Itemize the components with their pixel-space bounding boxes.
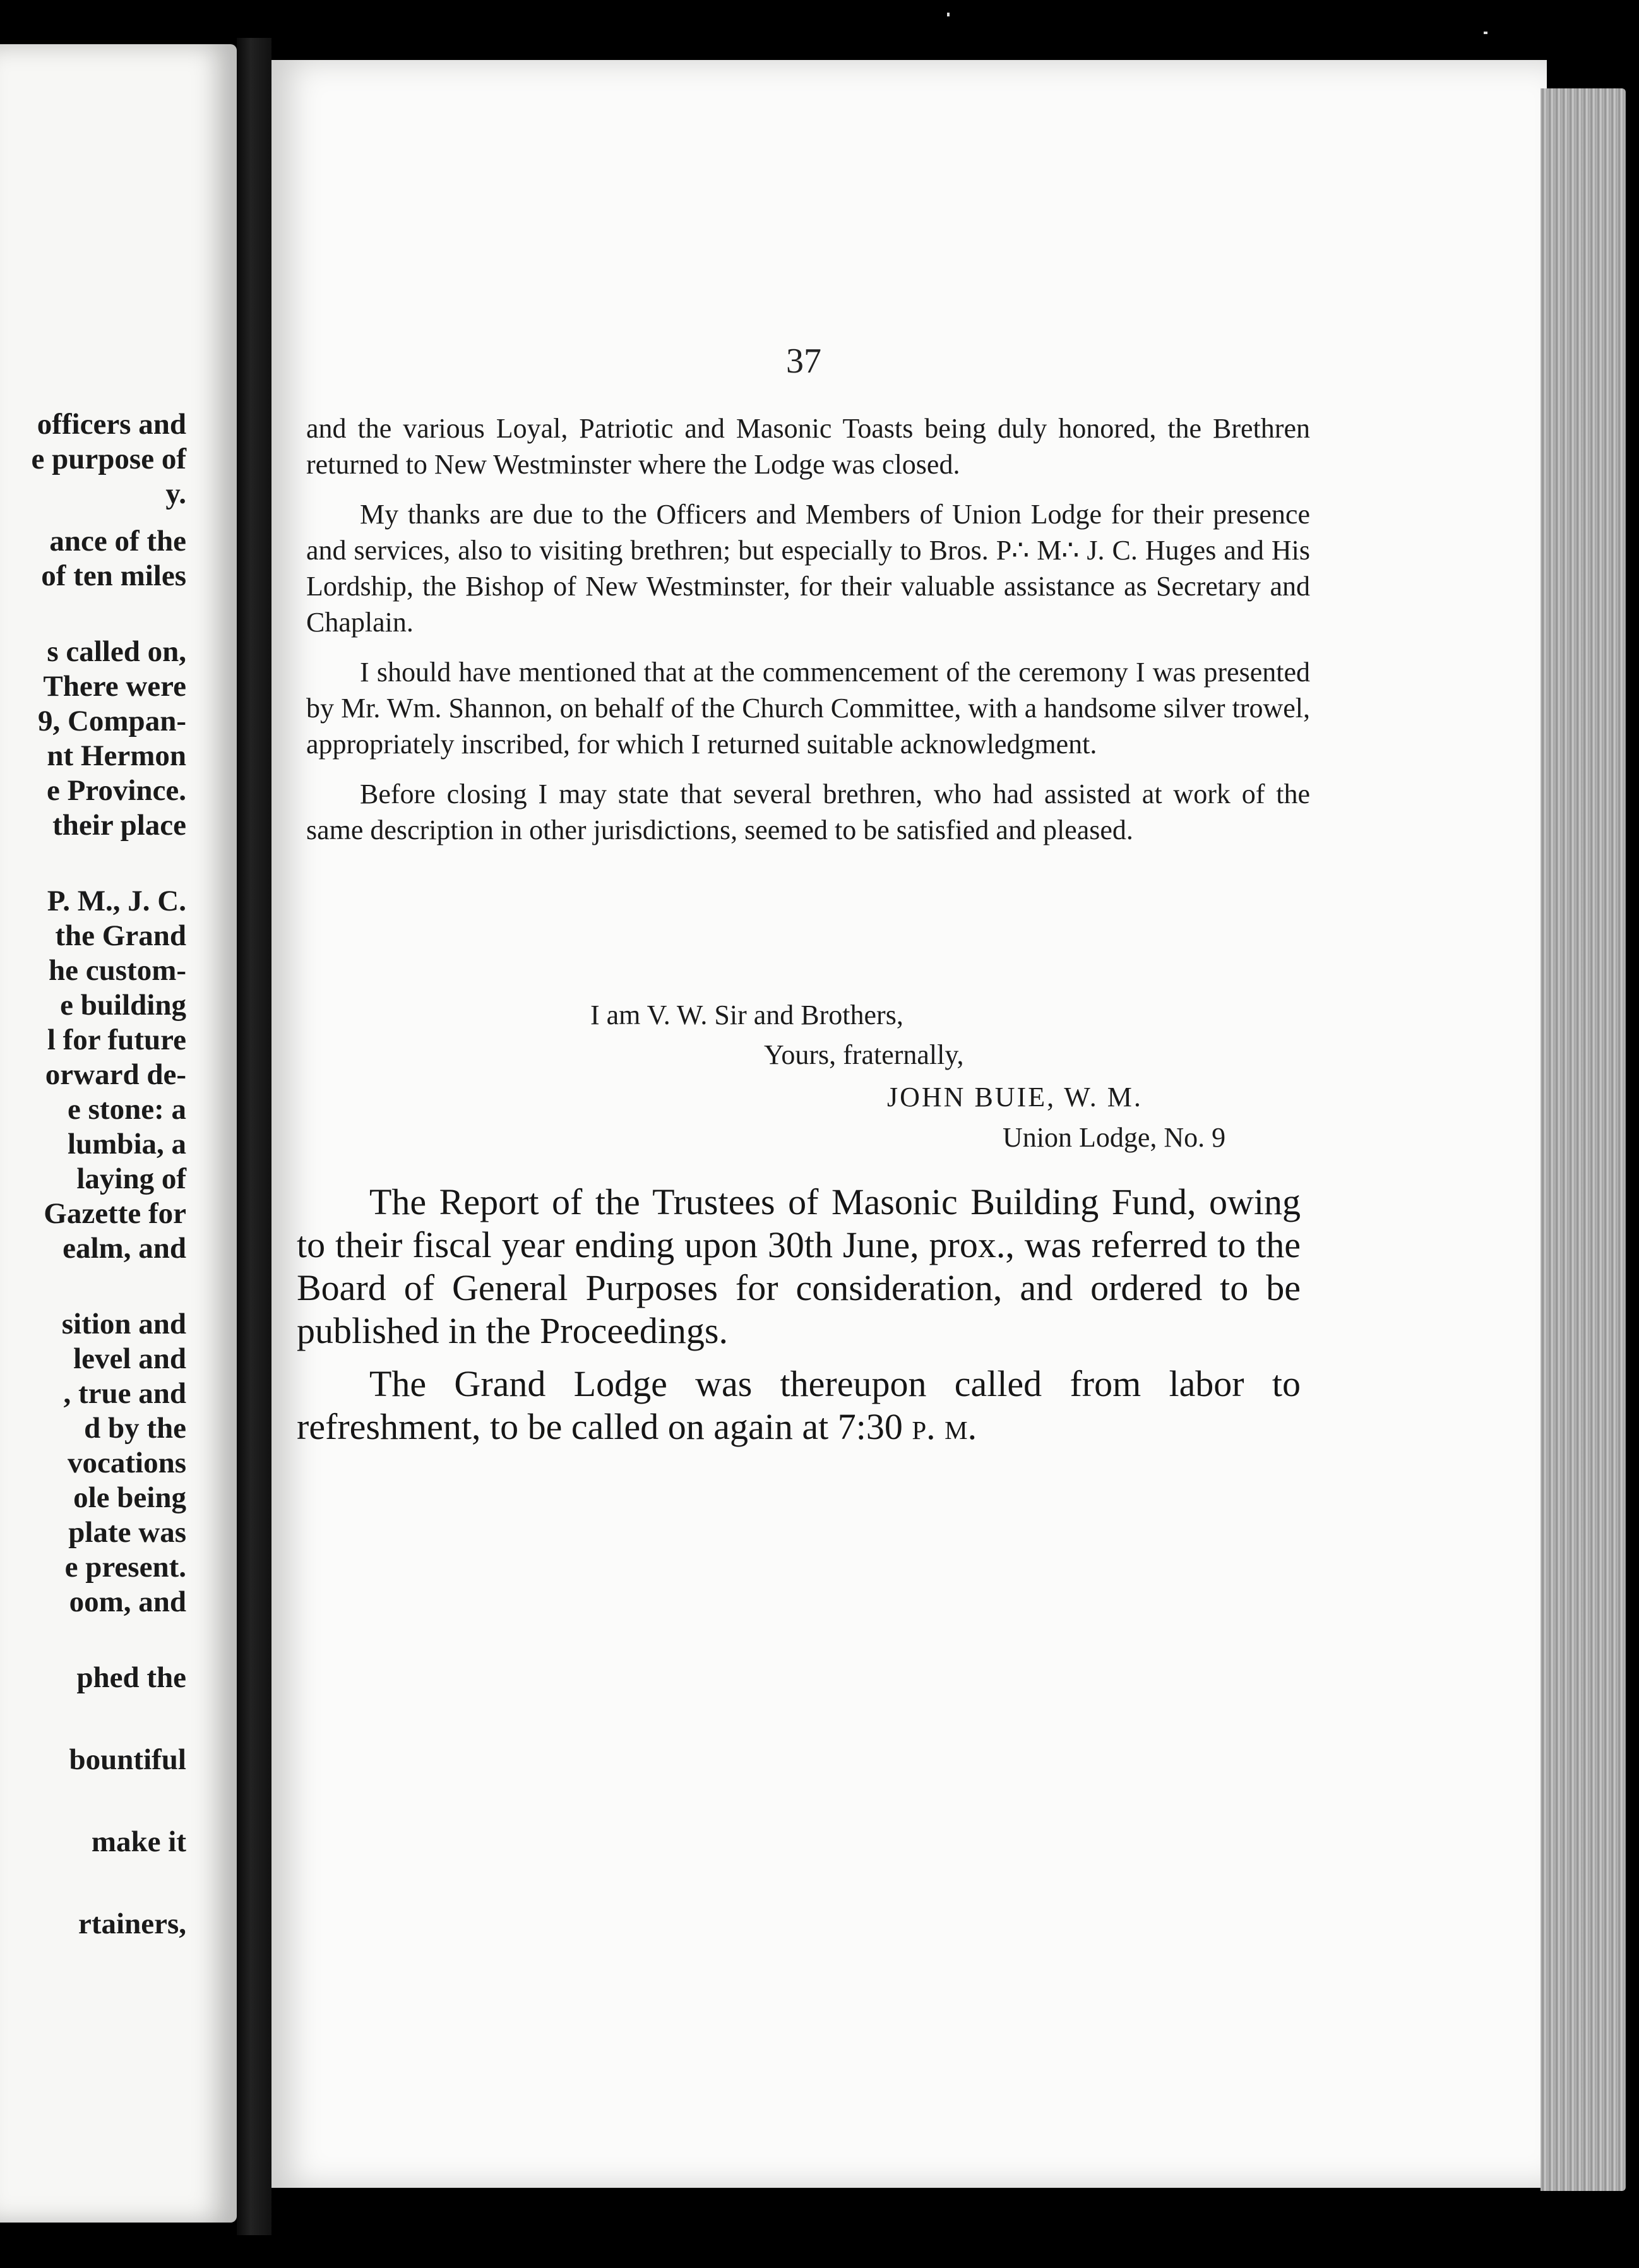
left-facing-page: [0, 44, 237, 2223]
left-page-line: Gazette for: [44, 1197, 186, 1230]
left-page-line: P. M., J. C.: [47, 885, 186, 917]
left-page-line: plate was: [68, 1516, 186, 1549]
left-page-line: vocations: [68, 1447, 186, 1479]
left-page-line: he custom-: [49, 954, 186, 987]
scan-speck: [1484, 32, 1487, 34]
left-page-line: e purpose of: [31, 443, 186, 475]
left-page-line: e present.: [64, 1551, 186, 1584]
paragraph-thanks: My thanks are due to the Officers and Members of Union Lodge for their presence and services, also to visiting brethren; but especially to Bros. P∴ M∴ J. C. Huges and His Lordship, the Bishop of New Westminster, for their valuable assistance as Secretary and Chaplain.: [306, 499, 1310, 638]
left-page-line: nt Hermon: [47, 739, 186, 772]
refreshment-text: The Grand Lodge was thereupon called from labor to refreshment, to be called on again at 7:30: [297, 1363, 1301, 1447]
left-page-line: s called on,: [47, 635, 186, 668]
left-page-line: officers and: [37, 408, 186, 441]
left-page-line: sition and: [61, 1308, 186, 1340]
left-page-line: make it: [91, 1825, 186, 1858]
page-edges: [1541, 88, 1626, 2191]
left-page-line: oom, and: [69, 1585, 186, 1618]
signature-lodge: Union Lodge, No. 9: [1003, 1122, 1226, 1153]
paragraph-toasts: and the various Loyal, Patriotic and Masonic Toasts being duly honored, the Brethren returned to New Westminster where the Lodge was closed.: [306, 413, 1310, 480]
left-page-line: phed the: [76, 1661, 186, 1694]
left-page-line: their place: [52, 809, 186, 842]
left-page-line: , true and: [63, 1377, 186, 1410]
page-number: 37: [786, 342, 821, 381]
left-page-line: of ten miles: [41, 559, 186, 592]
left-page-line: lumbia, a: [67, 1128, 186, 1161]
right-page: [271, 60, 1547, 2188]
closing-salutation: I am V. W. Sir and Brothers,: [590, 1000, 903, 1030]
left-page-line: bountiful: [69, 1743, 186, 1776]
left-page-line: 9, Compan-: [37, 705, 186, 737]
left-page-line: ole being: [73, 1481, 186, 1514]
book-gutter: [237, 38, 271, 2235]
left-page-line: laying of: [76, 1162, 186, 1195]
left-page-line: There were: [43, 670, 186, 703]
scan-speck: [947, 13, 950, 16]
signature-name: JOHN BUIE, W. M.: [887, 1082, 1143, 1113]
left-page-line: l for future: [47, 1024, 186, 1056]
proceedings-text: [297, 1181, 1301, 1459]
left-page-line: e building: [60, 989, 186, 1022]
left-page-line: ance of the: [49, 525, 186, 558]
report-paragraph: The Report of the Trustees of Masonic Building Fund, owing to their fiscal year ending upon 30th June, prox., was referred to the Board of General Purposes for consideration, and ordered to be published in the Proceedings.: [297, 1181, 1301, 1351]
paragraph-trowel: I should have mentioned that at the commencement of the ceremony I was presented by Mr. Wm. Shannon, on behalf of the Church Committee, with a handsome silver trowel, appropriately inscribed, for which I returned suitable acknowledgment.: [306, 657, 1310, 760]
closing-valediction: Yours, fraternally,: [764, 1039, 964, 1070]
left-page-line: ealm, and: [63, 1232, 186, 1265]
refreshment-paragraph: [297, 1363, 1301, 1448]
paragraph-closing: Before closing I may state that several brethren, who had assisted at work of the same description in other jurisdictions, seemed to be satisfied and pleased.: [306, 779, 1310, 845]
left-page-line: level and: [73, 1342, 186, 1375]
left-page-line: e stone: a: [68, 1093, 186, 1126]
left-page-line: y.: [165, 477, 186, 510]
left-page-line: the Grand: [55, 919, 186, 952]
left-page-line: rtainers,: [78, 1907, 186, 1940]
letter-body: [306, 410, 1310, 862]
refreshment-time: p. m.: [912, 1406, 977, 1447]
left-page-line: e Province.: [46, 774, 186, 807]
left-page-line: orward de-: [45, 1058, 186, 1091]
left-page-line: d by the: [84, 1412, 186, 1445]
